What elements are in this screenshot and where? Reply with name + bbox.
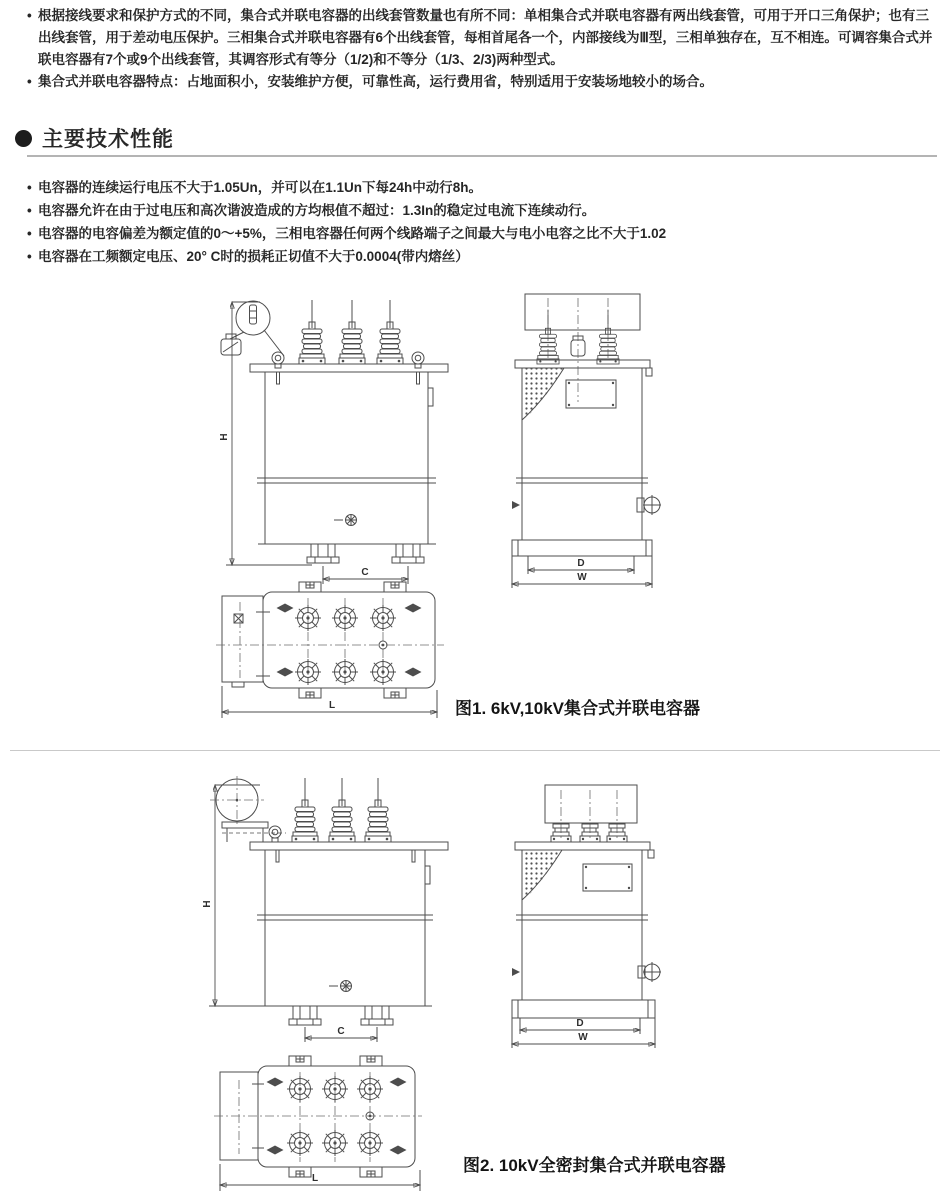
figure1-caption: 图1. 6kV,10kV集合式并联电容器: [455, 699, 701, 718]
fig2-side-view: [512, 785, 661, 1048]
figure2-caption: 图2. 10kV全密封集合式并联电容器: [463, 1156, 726, 1175]
section-title: 主要技术性能: [42, 128, 174, 151]
dim-label-l: L: [328, 700, 336, 711]
bullet-marker: •: [27, 203, 32, 218]
bullet-marker: •: [27, 8, 32, 23]
list-item: [27, 5, 940, 71]
list-item: [27, 176, 940, 199]
list-item: [27, 199, 940, 222]
list-item: [27, 222, 940, 245]
bullet-marker: •: [27, 226, 32, 241]
tech-item-2: 电容器允许在由于过电压和高次谐波造成的方均根值不超过：1.3In的稳定过电流下连续动行。: [38, 203, 596, 218]
figure2-technical-drawing: [200, 772, 680, 1193]
tech-bullet-list: [27, 176, 940, 268]
dim-label-h: H: [219, 433, 230, 441]
dim-label-w: W: [577, 572, 587, 583]
dim-label-d: D: [577, 558, 585, 569]
dim-label-h: H: [202, 900, 213, 908]
figure1-technical-drawing: [200, 292, 680, 742]
list-item: [27, 245, 940, 268]
fig2-front-view: [202, 776, 448, 1042]
intro-bullet-list: [27, 5, 940, 93]
section-bullet-icon: [15, 130, 32, 147]
dim-label-c: C: [361, 567, 369, 578]
intro-paragraph-1: 根据接线要求和保护方式的不同，集合式并联电容器的出线套管数量也有所不同：单相集合式并联电容器有两出线套管，可用于开口三角保护；也有三出线套管，用于差动电压保护。三相集合式并联电容器有6个出线套管，每相首尾各一个，内部接线为Ⅲ型，三相单独存在，互不相连。可调容集合式并联电容器有7个或9个出线套管，其调容形式有等分（1/2)和不等分（1/3、2/3)两种型式。: [38, 8, 933, 67]
intro-paragraph-2: 集合式并联电容器特点：占地面积小，安装维护方便，可靠性高，运行费用省，特别适用于安装场地较小的场合。: [38, 74, 713, 89]
list-item: [27, 71, 940, 93]
dim-label-l: L: [311, 1173, 319, 1184]
section-underline: [27, 155, 937, 157]
tech-item-1: 电容器的连续运行电压不大于1.05Un，并可以在1.1Un下每24h中动行8h。: [38, 180, 483, 195]
dim-label-w: W: [578, 1032, 588, 1043]
dim-label-d: D: [576, 1018, 584, 1029]
fig1-side-view: [512, 294, 661, 588]
bullet-marker: •: [27, 180, 32, 195]
fig1-top-view: [216, 582, 444, 718]
bullet-marker: •: [27, 74, 32, 89]
fig1-front-view: [219, 300, 448, 584]
figure-divider: [10, 750, 940, 751]
tech-item-3: 电容器的电容偏差为额定值的0～+5%，三相电容器任何两个线路端子之间最大与电小电容之比不大于1.02: [38, 226, 667, 241]
bullet-marker: •: [27, 249, 32, 264]
fig2-top-view: [214, 1056, 422, 1191]
dim-label-c: C: [337, 1026, 345, 1037]
tech-item-4: 电容器在工频额定电压、20° C时的损耗正切值不大于0.0004(带内熔丝）: [38, 249, 469, 264]
section-header: [15, 123, 174, 153]
